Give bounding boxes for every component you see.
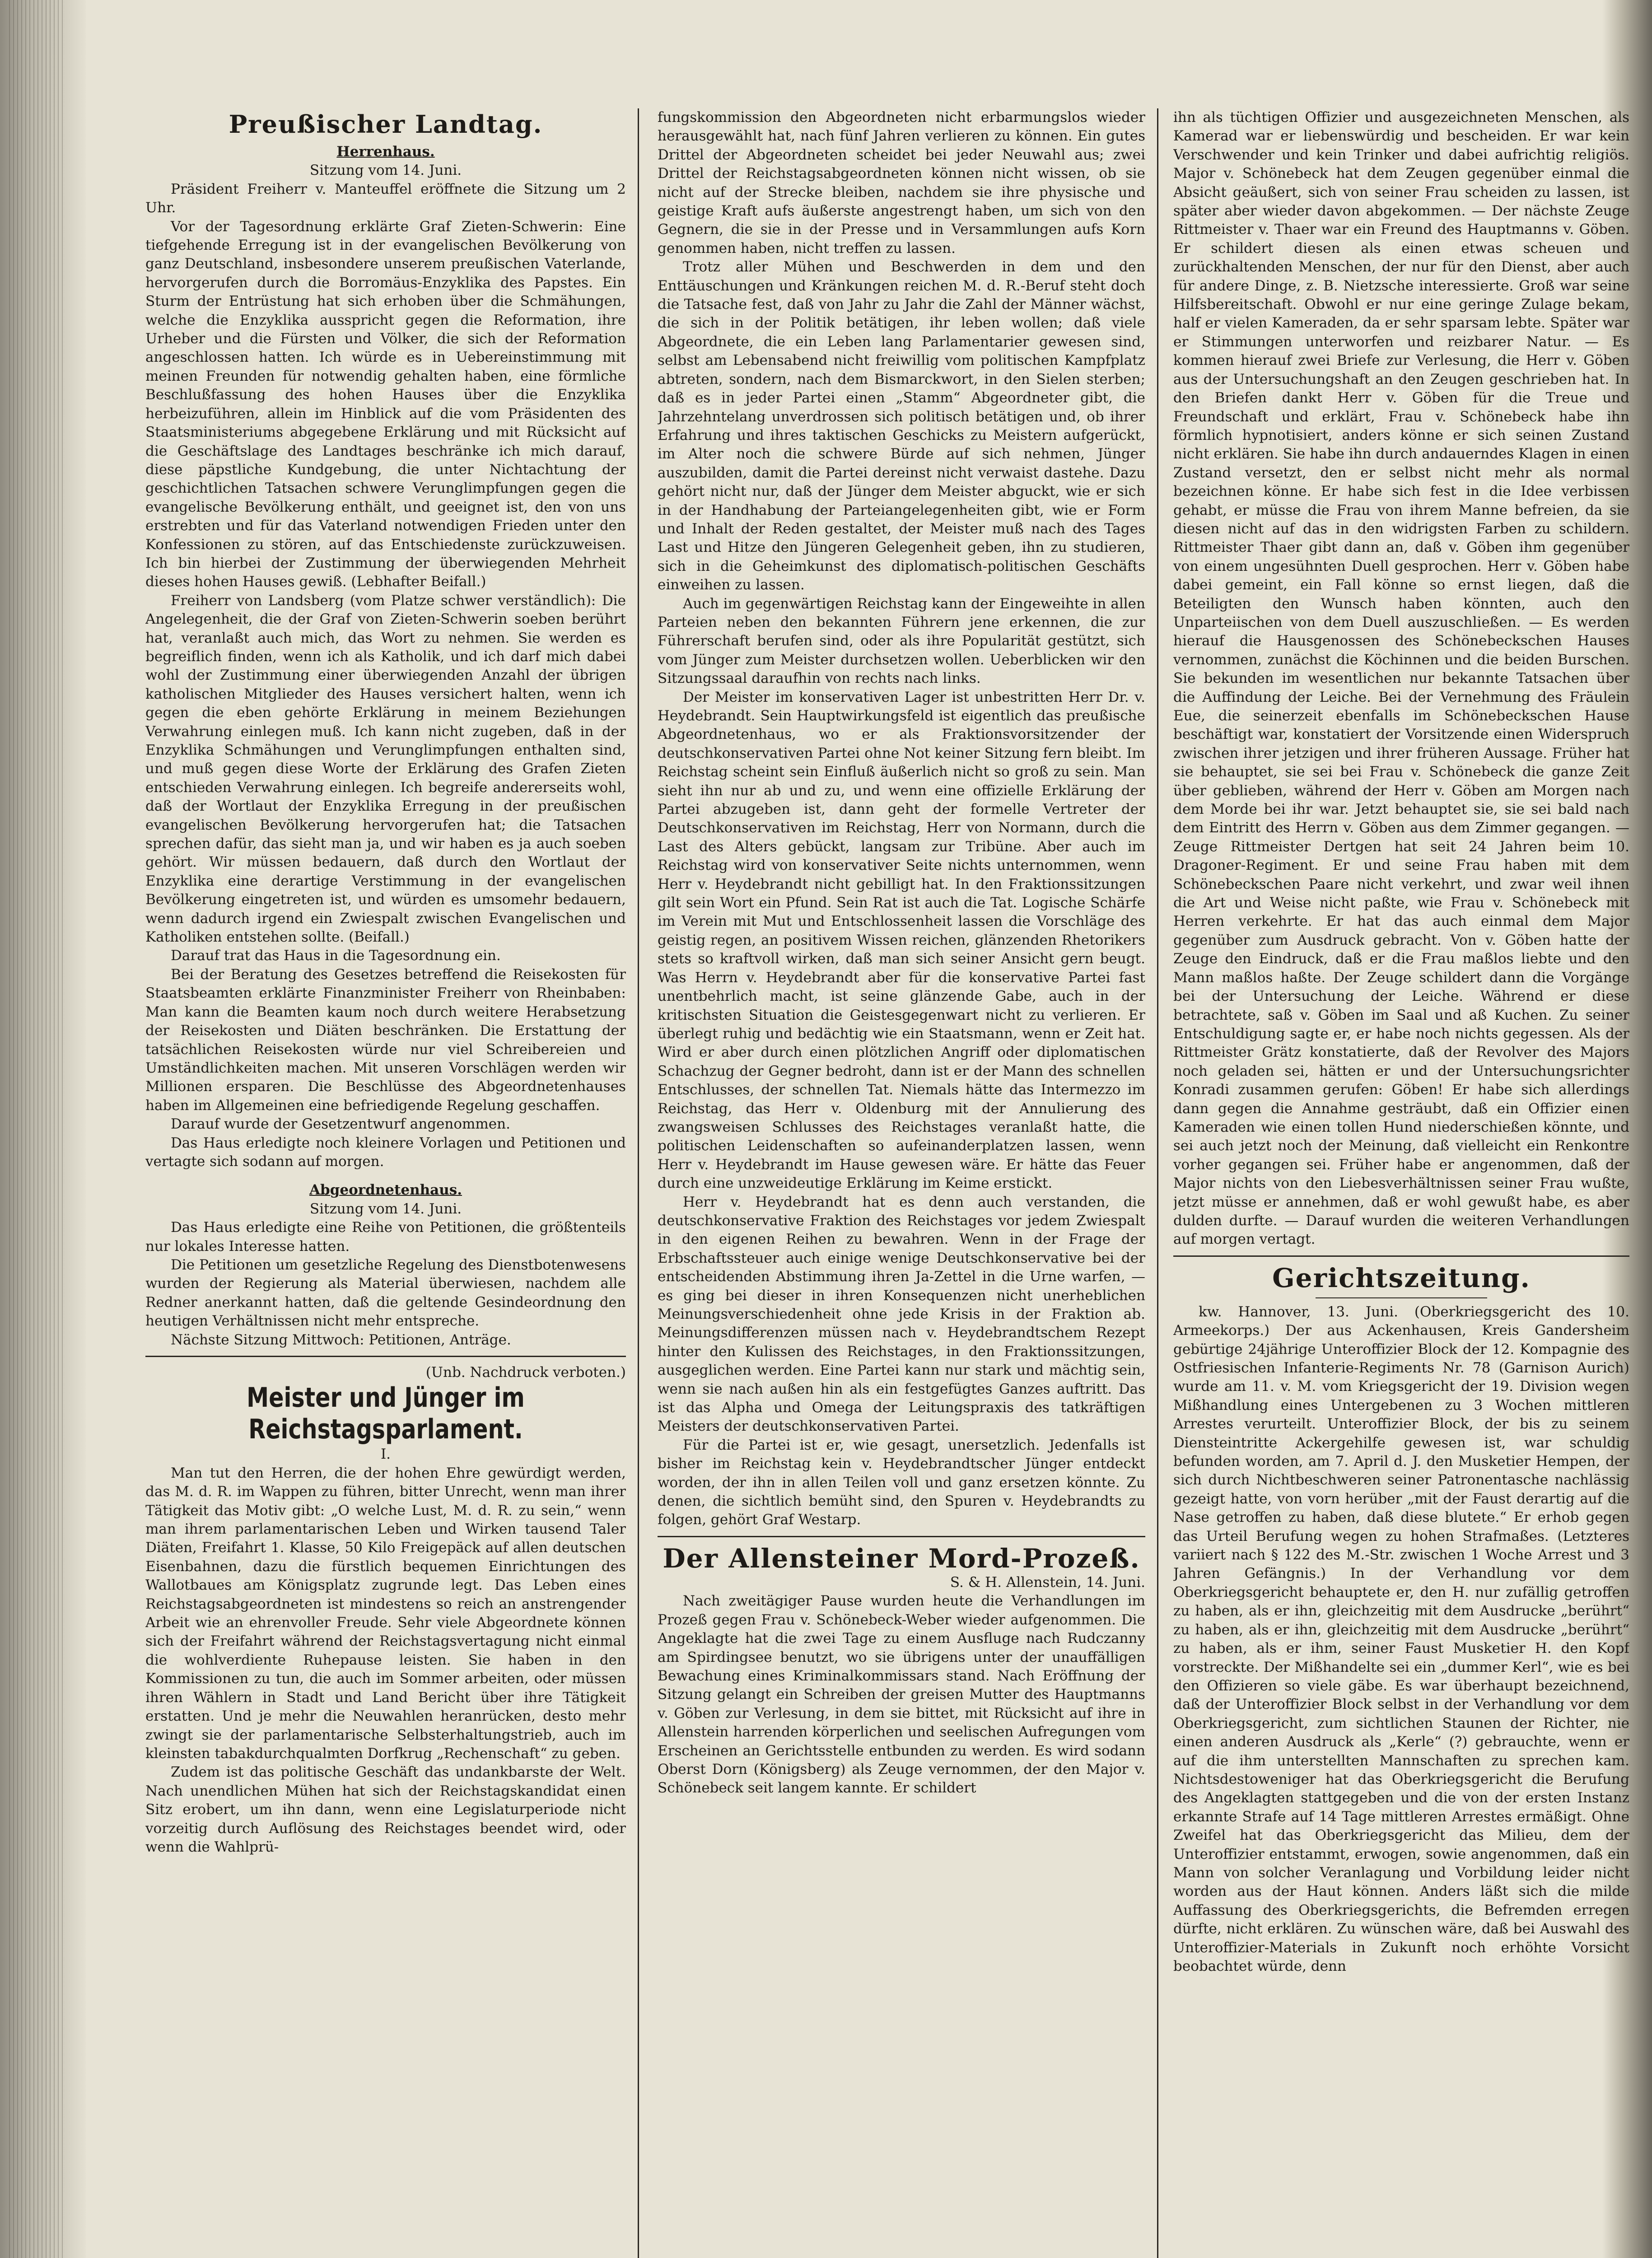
paragraph: Bei der Beratung des Gesetzes betreffend die Reisekosten für Staatsbeamten erklärte Finanzminister Freiherr von Rheinbaben: Man kann die Beamten kaum noch durch weitere Herabsetzung der Reisekosten und Diäten beschränken. Die Erstattung der tatsächlichen Reisekosten würde nur viel Schreibereien und Umständlichkeiten machen. Mit unseren Vorschlägen werden wir Millionen ersparen. Die Beschlüsse des Abgeordnetenhauses haben im Allgemeinen eine befriedigende Regelung geschaffen. [145, 966, 626, 1114]
section-divider [145, 1356, 626, 1357]
herrenhaus-subhead: Herrenhaus. [336, 144, 435, 160]
paragraph: Auch im gegenwärtigen Reichstag kann der Eingeweihte in allen Parteien neben den bekannten Führern jene erkennen, die zur Führerschaft berufen sind, oder als ihre Popularität gestützt, sich vom Jünger zum Meister durchsetzen wollen. Ueberblicken wir den Sitzungssaal daraufhin von rechts nach links. [658, 595, 1145, 687]
paragraph: Präsident Freiherr v. Manteuffel eröffnete die Sitzung um 2 Uhr. [145, 181, 626, 216]
paragraph: Die Petitionen um gesetzliche Regelung des Dienstbotenwesens wurden der Regierung als Material überwiesen, nachdem alle Redner anerkannt hatten, daß die geltende Gesindeordnung den heutigen Verhältnissen nicht mehr entspreche. [145, 1256, 626, 1330]
spacer [145, 1171, 626, 1179]
paragraph: Trotz aller Mühen und Beschwerden in dem und den Enttäuschungen und Kränkungen reichen M. d. R.-Beruf steht doch die Tatsache fest, daß von Jahr zu Jahr die Zahl der Männer wächst, die sich in der Politik betätigen, ihr leben wollen; daß viele Abgeordnete, die ein Leben lang Parlamentarier gewesen sind, selbst am Lebensabend nicht freiwillig vom politischen Kampfplatz abtreten, sondern, nach dem Bismarckwort, in den Sielen sterben; daß es in jeder Partei einen „Stamm“ Abgeordneter gibt, die Jahrzehntelang unverdrossen sich politisch betätigen und, ob ihrer Erfahrung und ihres taktischen Geschicks zu Meistern aufgerückt, im Alter noch die schwere Bürde auf sich nehmen, Jünger auszubilden, damit die Partei dereinst nicht verwaist dastehe. Dazu gehört nicht nur, daß der Jünger dem Meister abguckt, wie er sich in der Handhabung der Parteiangelegenheiten gibt, wie er Form und Inhalt der Reden gestaltet, der Meister muß nach des Tages Last und Hitze den Jüngeren Gelegenheit geben, ihn zu studieren, sich in die Geheimkunst des diplomatisch-politischen Geschäfts einweihen zu lassen. [658, 259, 1145, 593]
headline-underline [1316, 1297, 1487, 1298]
mordprozess-byline: S. & H. Allenstein, 14. Juni. [950, 1574, 1145, 1591]
column-3 [1173, 108, 1629, 2258]
paragraph: ihn als tüchtigen Offizier und ausgezeichneten Menschen, als Kamerad war er liebenswürdig und bescheiden. Er war kein Verschwender und kein Trinker und dabei aufrichtig religiös. Major v. Schönebeck hat dem Zeugen gegenüber einmal die Absicht geäußert, sich von seiner Frau scheiden zu lassen, ist später aber wieder davon abgekommen. — Der nächste Zeuge Rittmeister v. Thaer war ein Freund des Hauptmanns v. Göben. Er schildert diesen als einen etwas scheuen und zurückhaltenden Menschen, der nur für den Dienst, aber auch für andere Dinge, z. B. Nietzsche interessierte. Groß war seine Hilfsbereitschaft. Obwohl er nur eine geringe Zulage bekam, half er vielen Kameraden, da er sehr sparsam lebte. Später war er Stimmungen unterworfen und reizbarer Natur. — Es kommen hierauf zwei Briefe zur Verlesung, die Herr v. Göben aus der Untersuchungshaft an den Zeugen geschrieben hat. In den Briefen dankt Herr v. Göben für die Treue und Freundschaft und erklärt, Frau v. Schönebeck habe ihn förmlich hypnotisiert, anders könne er sich seinen Zustand nicht erklären. Sie habe ihn durch andauerndes Klagen in einen Zustand versetzt, den er selbst nicht mehr als normal bezeichnen könne. Er habe sich fest in die Idee verbissen gehabt, er müsse die Frau von ihrem Manne befreien, da sie diesen nicht auf das in den widrigsten Farben zu schildern. Rittmeister Thaer gibt dann an, daß v. Göben ihm gegenüber von einem ungesühnten Duell gesprochen. Herr v. Göben habe dabei gemeint, ein Fall könne so ernst liegen, daß die Beteiligten den Wunsch haben könnten, auch den Unparteiischen von dem Duell auszuschließen. — Es werden hierauf die Hausgenossen des Schönebeckschen Hauses vernommen, zunächst die Köchinnen und die beiden Burschen. Sie bekunden im wesentlichen nur bekannte Tatsachen über die Auffindung der Leiche. Bei der Vernehmung des Fräulein Eue, die seinerzeit ebenfalls im Schönebeckschen Hause beschäftigt war, konstatiert der Vorsitzende einen Widerspruch zwischen ihrer jetzigen und ihrer früheren Aussage. Früher hat sie behauptet, sie sei bei Frau v. Schönebeck die ganze Zeit über geblieben, während der Herr v. Göben am Morgen nach dem Morde bei ihr war. Jetzt behauptet sie, sie sei bald nach dem Eintritt des Herrn v. Göben aus dem Zimmer gegangen. — Zeuge Rittmeister Dertgen hat seit 24 Jahren beim 10. Dragoner-Regiment. Er und seine Frau haben mit dem Schönebeckschen Paare nicht verkehrt, und zwar weil ihnen die Art und Weise nicht paßte, wie Frau v. Schönebeck mit Herren verkehrte. Er hat das auch einmal dem Major gegenüber zum Ausdruck gebracht. Von v. Göben hatte der Zeuge den Eindruck, daß er die Frau maßlos liebte und den Mann maßlos haßte. Der Zeuge schildert dann die Vorgänge bei der Untersuchung der Leiche. Während er diese betrachtete, saß v. Göben im Saal und aß Kuchen. Zu seiner Entschuldigung sagte er, er habe noch nichts gegessen. Als der Rittmeister Grätz konstatierte, daß der Revolver des Majors noch geladen sei, hätten er und der Untersuchungsrichter Konradi zusammen gerufen: Göben! Er habe sich allerdings dann gegen die Annahme gesträubt, daß ein Offizier einen Kameraden wie einen tollen Hund niederschießen könnte, und sei auch jetzt noch der Meinung, daß vielleicht ein Renkontre vorher gegangen sei. Früher habe er angenommen, daß der Major nichts von den Liebesverhältnissen seiner Frau wußte, jetzt müsse er annehmen, daß er wohl gewußt habe, es aber dulden durfte. — Darauf wurden die weiteren Verhandlungen auf morgen vertagt. [1173, 109, 1629, 1248]
column-1 [145, 108, 626, 2258]
mordprozess-headline: Der Allensteiner Mord-Prozeß. [663, 1543, 1140, 1574]
abgeordnetenhaus-date: Sitzung vom 14. Juni. [309, 1200, 462, 1217]
column-rule [1157, 108, 1158, 2258]
paragraph: Vor der Tagesordnung erklärte Graf Zieten-Schwerin: Eine tiefgehende Erregung ist in der evangelischen Bevölkerung von ganz Deutschland, insbesondere unserem preußischen Vaterlande, hervorgerufen durch die Borromäus-Enzyklika des Papstes. Ein Sturm der Entrüstung hat sich erhoben über die Schmähungen, welche die Enzyklika ausspricht gegen die Reformation, ihre Urheber und die Fürsten und Völker, die sich der Reformation angeschlossen hatten. Ich würde es in Uebereinstimmung mit meinen Freunden für notwendig gehalten haben, eine förmliche Beschlußfassung des hohen Hauses über die Enzyklika herbeizuführen, allein im Hinblick auf die vom Präsidenten des Staatsministeriums abgegebene Erklärung und mit Rücksicht auf die Geschäftslage des Landtages beschränke ich mich darauf, diese päpstliche Kundgebung, die unter Nichtachtung der geschichtlichen Tatsachen schwere Verunglimpfungen gegen die evangelische Bevölkerung enthält, und geeignet ist, den von uns erstrebten und für das Vaterland notwendigen Frieden unter den Konfessionen zu stören, auf das Entschiedenste zurückzuweisen. Ich bin hierbei der Zustimmung der überwiegenden Mehrheit dieses hohen Hauses gewiß. (Lebhafter Beifall.) [145, 218, 626, 590]
book-binding [0, 0, 86, 2258]
paragraph: Für die Partei ist er, wie gesagt, unersetzlich. Jedenfalls ist bisher im Reichstag kein v. Heydebrandtscher Jünger entdeckt worden, der ihn in allen Teilen voll und ganz ersetzen könnte. Zu denen, die sichtlich bemüht sind, den Spuren v. Heydebrandts zu folgen, gehört Graf Westarp. [658, 1437, 1145, 1528]
meister-headline: Meister und Jünger im Reichstagsparlament. [247, 1382, 525, 1446]
paragraph: Darauf wurde der Gesetzentwurf angenommen. [171, 1116, 510, 1133]
paragraph: Nächste Sitzung Mittwoch: Petitionen, Anträge. [171, 1331, 511, 1348]
column-2 [658, 108, 1145, 2258]
paragraph: Freiherr von Landsberg (vom Platze schwer verständlich): Die Angelegenheit, die der Graf von Zieten-Schwerin soeben berührt hat, veranlaßt auch mich, das Wort zu nehmen. Sie werden es begreiflich finden, wenn ich als Katholik, und ich darf mich dabei wohl der Zustimmung einer überwiegenden Anzahl der übrigen katholischen Mitglieder des Hauses versichert halten, wenn ich gegen die eben gehörte Erklärung in meinem Beziehungen Verwahrung einlegen muß. Ich kann nicht zugeben, daß in der Enzyklika Schmähungen und Verunglimpfungen enthalten sind, und muß gegen diese Worte der Erklärung des Grafen Zieten entschieden Verwahrung einlegen. Ich begreife andererseits wohl, daß der Wortlaut der Enzyklika Erregung in der preußischen evangelischen Bevölkerung hervorgerufen hat; die Tatsachen sprechen dafür, das sieht man ja, und wir haben es ja auch soeben gehört. Wir müssen bedauern, daß durch den Wortlaut der Enzyklika eine derartige Verstimmung in der evangelischen Bevölkerung eingetreten ist, und würden es umsomehr bedauern, wenn dadurch irgend ein Zwiespalt zwischen Evangelischen und Katholiken entstehen sollte. (Beifall.) [145, 592, 626, 946]
section-divider [1173, 1255, 1629, 1257]
paragraph: Das Haus erledigte noch kleinere Vorlagen und Petitionen und vertagte sich sodann auf morgen. [145, 1134, 626, 1170]
column-rule [638, 108, 639, 2258]
paragraph: Zudem ist das politische Geschäft das undankbarste der Welt. Nach unendlichen Mühen hat sich der Reichstagskandidat einen Sitz erobert, um ihn dann, wenn eine Legislaturperiode nicht vorzeitig durch Auflösung des Reichstages beendet wird, oder wenn die Wahlprü- [145, 1764, 626, 1855]
paragraph: Darauf trat das Haus in die Tagesordnung ein. [171, 947, 501, 964]
paragraph: kw. Hannover, 13. Juni. (Oberkriegsgericht des 10. Armeekorps.) Der aus Ackenhausen, Kreis Gandersheim gebürtige 24jährige Unteroffizier Block der 12. Kompagnie des Ostfriesischen Infanterie-Regiments Nr. 78 (Garnison Aurich) wurde am 11. v. M. vom Kriegsgericht der 19. Division wegen Mißhandlung eines Untergebenen zu 3 Wochen mittleren Arrestes verurteilt. Unteroffizier Block, der bis zu seinem Diensteintritte Ackergehilfe gewesen ist, war schuldig befunden worden, am 7. April d. J. den Musketier Hempen, der sich durch Nichtbeschweren seiner Patronentasche nachlässig gezeigt hatte, von vorn herüber „mit der Faust derartig auf die Nase getroffen zu haben, daß diese blutete.“ Er erhob gegen das Urteil Berufung wegen zu hohen Strafmaßes. (Letzteres variiert nach § 122 des M.-Str. zwischen 1 Woche Arrest und 3 Jahren Gefängnis.) In der Verhandlung vor dem Oberkriegsgericht behauptete er, den H. nur zufällig getroffen zu haben, als er ihn, gleichzeitig mit dem Ausdrucke „berührt“ zu haben, als er ihn, gleichzeitig mit dem Ausdrucke „berührt“ zu haben, als er ihm, seiner Faust Musketier H. den Kopf vorstreckte. Der Mißhandelte sei ein „dummer Kerl“, wie es bei den Offizieren so viele gäbe. Es war überhaupt bezeichnend, daß der Unteroffizier Block selbst in der Verhandlung vor dem Oberkriegsgericht, zum sichtlichen Staunen der Richter, nie einen anderen Ausdruck als „Kerle“ (?) gebrauchte, wenn er auf die ihm unterstellten Mannschaften zu sprechen kam. Nichtsdestoweniger hat das Oberkriegsgericht die Berufung des Angeklagten stattgegeben und die von der ersten Instanz erkannte Strafe auf 14 Tage mittleren Arrestes ermäßigt. Ohne Zweifel hat das Oberkriegsgericht das Milieu, dem der Unteroffizier entstammt, erwogen, sowie angenommen, daß ein Mann von solcher Veranlagung und Vorbildung leider nicht worden aus der Haut können. Anders läßt sich die milde Auffassung des Oberkriegsgerichts, die Befremden erregen dürfte, nicht erklären. Zu wünschen wäre, daß bei Auswahl des Unteroffizier-Materials in Zukunft noch erhöhte Vorsicht beobachtet würde, denn [1173, 1303, 1629, 1974]
paragraph: Das Haus erledigte eine Reihe von Petitionen, die größtenteils nur lokales Interesse hatten. [145, 1219, 626, 1255]
paragraph: Nach zweitägiger Pause wurden heute die Verhandlungen im Prozeß gegen Frau v. Schönebeck-Weber wieder aufgenommen. Die Angeklagte hat die zwei Tage zu einem Ausfluge nach Rudczanny am Spirdingsee benutzt, wo sie übrigens unter der unauffälligen Bewachung eines Kriminalkommissars stand. Nach Eröffnung der Sitzung gelangt ein Schreiben der greisen Mutter des Hauptmanns v. Göben zur Verlesung, in dem sie bittet, mit Rücksicht auf ihre in Allenstein harrenden körperlichen und seelischen Aufregungen vom Erscheinen an Gerichtsstelle entbunden zu werden. Es wird sodann Oberst Dorn (Königsberg) als Zeuge vernommen, der den Major v. Schönebeck seit langem kannte. Er schildert [658, 1593, 1145, 1796]
paragraph: Herr v. Heydebrandt hat es denn auch verstanden, die deutschkonservative Fraktion des Reichstages vor jedem Zwiespalt in den eigenen Reihen zu bewahren. Wenn in der Frage der Erbschaftssteuer auch einige wenige Deutschkonservative bei der entscheidenden Abstimmung ihren Ja-Zettel in die Urne warfen, — es ging bei dieser in ihren Konsequenzen nicht unerheblichen Meinungsverschiedenheit ohne jede Krisis in der Fraktion ab. Meinungsdifferenzen müssen nach v. Heydebrandtschem Rezept hinter den Kulissen des Reichstages, in den Fraktionssitzungen, ausgeglichen werden. Eine Partei kann nur stark und mächtig sein, wenn sie nach außen hin als ein festgefügtes Ganzes auftritt. Das ist das Alpha und Omega der Leitungspraxis des tatkräftigen Meisters der deutschkonservativen Partei. [658, 1194, 1145, 1435]
section-divider [658, 1536, 1145, 1537]
paragraph: Der Meister im konservativen Lager ist unbestritten Herr Dr. v. Heydebrandt. Sein Hauptwirkungsfeld ist eigentlich das preußische Abgeordnetenhaus, wo er als Fraktionsvorsitzender der deutschkonservativen Partei ohne Not keiner Sitzung fern bleibt. Im Reichstag scheint sein Einfluß äußerlich nicht so groß zu sein. Man sieht ihn nur ab und zu, und wenn eine offizielle Erklärung der Partei abzugeben ist, dann geht der formelle Vertreter der Deutschkonservativen im Reichstag, Herr von Normann, durch die Last des Alters gebückt, langsam zur Tribüne. Aber auch im Reichstag wird von konservativer Seite nichts unternommen, wenn Herr v. Heydebrandt nicht gebilligt hat. In den Fraktionssitzungen gilt sein Wort ein Pfund. Sein Rat ist auch die Tat. Logische Schärfe im Verein mit Mut und Entschlossenheit lassen die Vorschläge des geistig regen, an positivem Wissen reichen, glänzenden Rhetorikers stets so kraftvoll wirken, daß man sich seiner Ansicht gern beugt. Was Herrn v. Heydebrandt aber für die konservative Partei fast unentbehrlich macht, ist seine glänzende Gabe, auch in der kritischsten Situation die Geistesgegenwart nicht zu verlieren. Er überlegt ruhig und bedächtig wie ein Staatsmann, wenn er Zeit hat. Wird er aber durch einen plötzlichen Angriff oder diplomatischen Schachzug der Gegner bedroht, dann ist er der Mann des schnellen Entschlusses, der schnellen Tat. Niemals hätte das Intermezzo im Reichstag, das Herr v. Oldenburg mit der Annulierung des zwangsweisen Schlusses des Reichstages veranlaßt hatte, die politischen Leidenschaften so aufeinanderplatzen lassen, wenn Herr v. Heydebrandt im Hause gewesen wäre. Er hätte das Feuer durch eine unzweideutige Erklärung im Keime erstickt. [658, 689, 1145, 1192]
part-numeral: I. [380, 1446, 391, 1463]
abgeordnetenhaus-subhead: Abgeordnetenhaus. [309, 1182, 462, 1199]
paragraph: fungskommission den Abgeordneten nicht erbarmungslos wieder herausgewählt hat, nach fünf Jahren verlieren zu können. Ein gutes Drittel der Abgeordneten scheidet bei jeder Neuwahl aus; zwei Drittel der Reichstagsabgeordneten können nicht wissen, ob sie nicht auf der Strecke bleiben, nachdem sie ihre physische und geistige Kraft aufs äußerste angestrengt haben, um sich von den Gegnern, die sie in der Presse und in Versammlungen aufs Korn genommen haben, nicht treffen zu lassen. [658, 109, 1145, 257]
binding-page-edges [9, 0, 63, 2258]
herrenhaus-date: Sitzung vom 14. Juni. [309, 162, 462, 179]
paragraph: Man tut den Herren, die der hohen Ehre gewürdigt werden, das M. d. R. im Wappen zu führen, bitter Unrecht, wenn man ihrer Tätigkeit das Motiv gibt: „O welche Lust, M. d. R. zu sein,“ wenn man ihrem parlamentarischen Leben und Wirken tausend Taler Diäten, Freifahrt 1. Klasse, 50 Kilo Freigepäck auf allen deutschen Eisenbahnen, dazu die fürstlich bequemen Einrichtungen des Wallotbaues am Königsplatz zugrunde legt. Das Leben eines Reichstagsabgeordneten ist mindestens so reich an anstrengender Arbeit wie an ehrenvoller Freude. Sehr viele Abgeordnete können sich der Freifahrt während der Reichstagsvertagung nicht einmal die wohlverdiente Ruhepause leisten. Sie haben in den Kommissionen zu tun, die auch im Sommer arbeiten, oder müssen ihren Wählern in Stadt und Land Bericht über ihre Tätigkeit erstatten. Und je mehr die Neuwahlen heranrücken, desto mehr zwingt sie der parlamentarische Selbsterhaltungstrieb, auch im kleinsten tabakdurchqualmten Dorfkrug „Rechenschaft“ zu geben. [145, 1465, 626, 1762]
landtag-headline: Preußischer Landtag. [229, 110, 543, 139]
reprint-notice: (Unb. Nachdruck verboten.) [425, 1364, 626, 1381]
gerichtszeitung-headline: Gerichtszeitung. [1272, 1262, 1531, 1293]
